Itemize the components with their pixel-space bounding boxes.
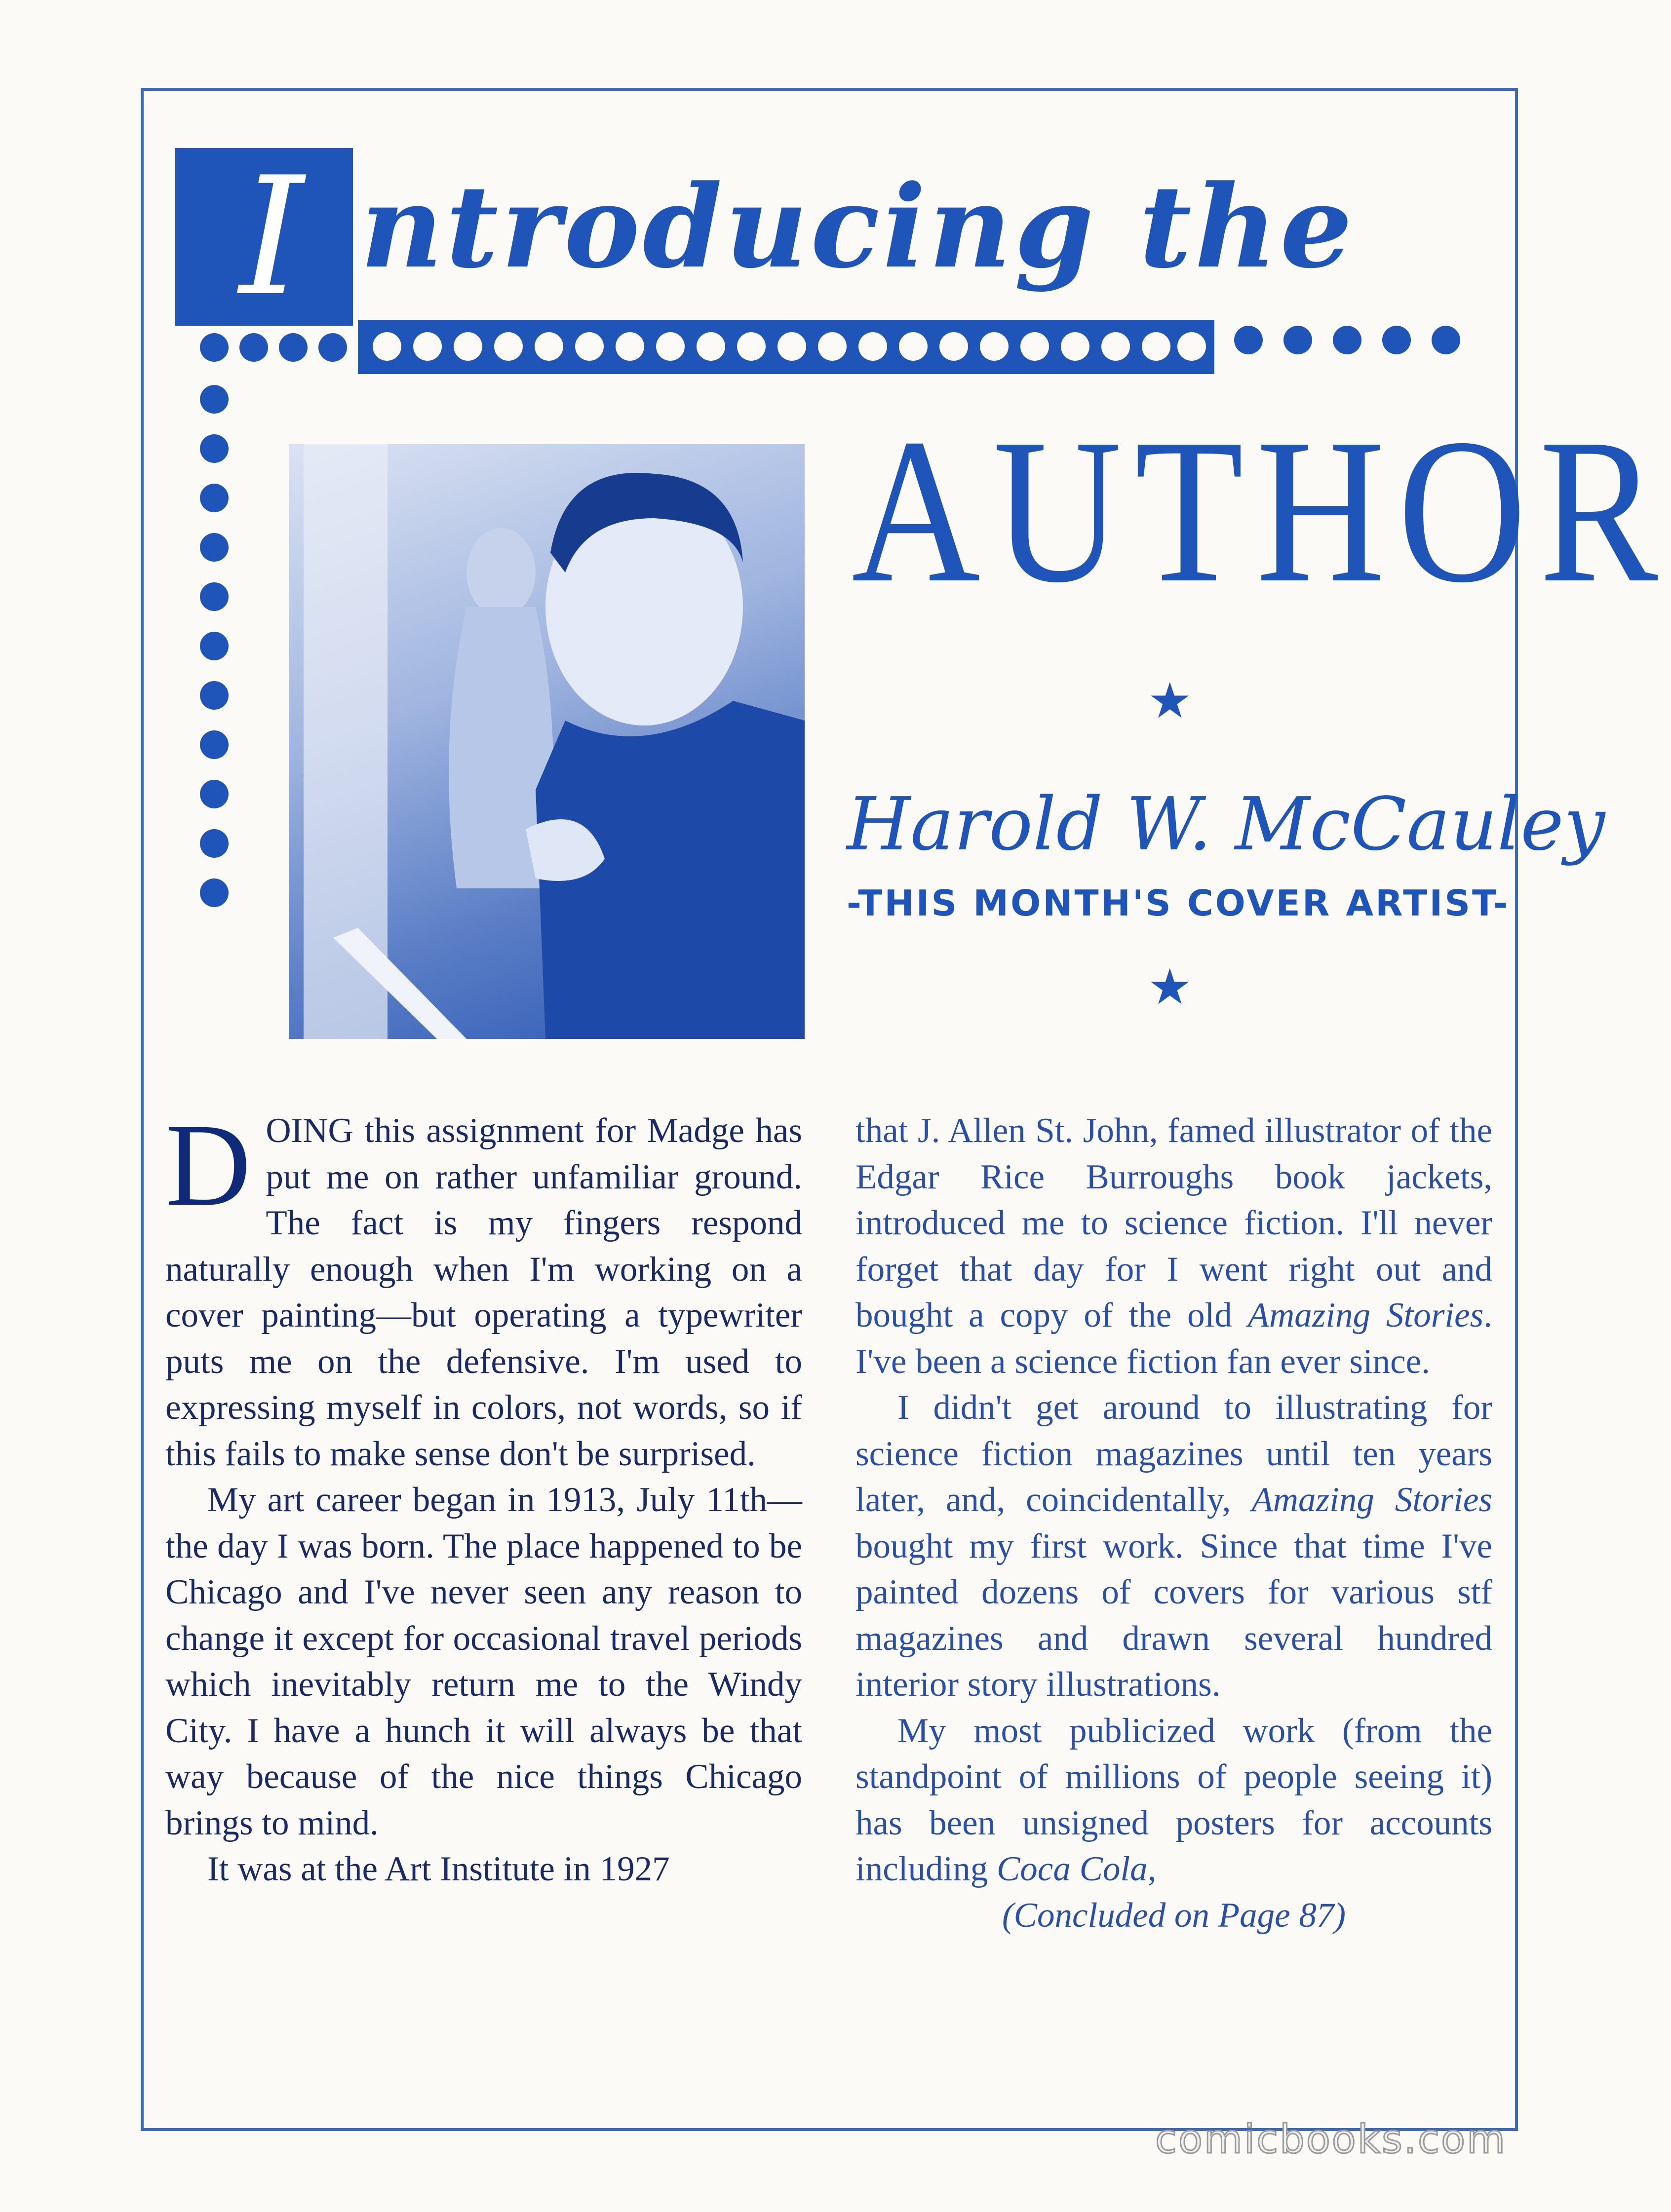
dot-ornament: [200, 780, 229, 808]
star-icon: ★: [1148, 672, 1192, 729]
dot-ornament: [318, 333, 347, 362]
paragraph: [855, 1108, 1492, 1385]
paragraph: [855, 1708, 1492, 1893]
paragraph-text: I didn't get around to illustrating for science fiction magazines until ten years later, and, coincidentally,: [855, 1388, 1492, 1519]
author-photo: [289, 444, 805, 1039]
dot-ornament: [1234, 326, 1263, 354]
dot-ornament: [200, 385, 229, 414]
article-column-right: [855, 1108, 1492, 1939]
artist-subtitle: -THIS MONTH'S COVER ARTIST-: [847, 882, 1510, 924]
paragraph: [165, 1099, 802, 1477]
dot-ornament: [200, 333, 229, 362]
paragraph-text: OING this assignment for Madge has put me on rather unfamiliar ground. The fact is my fingers respond naturally enough when I'm working on a cover painting—but operating a typewriter puts me on the defensive. I'm used to expressing myself in colors, not words, so if this fails to make sense don't be surprised.: [165, 1111, 802, 1473]
magazine-title: Amazing Stories: [1247, 1296, 1484, 1335]
article-column-left: [165, 1099, 802, 1893]
paragraph-text: . I've been a science fiction fan ever since.: [855, 1296, 1492, 1381]
dot-ornament: [200, 878, 229, 907]
watermark: comicbooks.com: [1155, 2116, 1507, 2162]
dot-ornament: [1333, 326, 1361, 354]
dot-ornament: [1432, 326, 1460, 354]
artist-name: Harold W. McCauley: [847, 782, 1605, 867]
star-icon: ★: [1148, 958, 1192, 1016]
paragraph-text: My most publicized work (from the standpoint of millions of people seeing it) has been unsigned posters for accounts including: [855, 1711, 1492, 1888]
dot-ornament: [239, 333, 268, 362]
brand-name: Coca Cola,: [996, 1850, 1157, 1888]
continued-note[interactable]: (Concluded on Page 87): [1002, 1896, 1346, 1935]
paragraph: [855, 1385, 1492, 1708]
author-heading: AUTHOR: [852, 396, 1671, 625]
title-initial: I: [239, 142, 304, 332]
dot-ornament: [200, 434, 229, 463]
magazine-title: Amazing Stories: [1251, 1481, 1492, 1519]
paragraph-text: that J. Allen St. John, famed illustrator of the Edgar Rice Burroughs book jackets, introduced me to science fiction. I'll never forget that day for I went right out and bought a copy of the old: [855, 1111, 1492, 1335]
dot-ornament: [200, 632, 229, 660]
paragraph: My art career began in 1913, July 11th—the day I was born. The place happened to be Chicago and I've never seen any reason to change it except for occasional travel periods which inevitably return me to the Windy City. I have a hunch it will always be that way because of the nice things Chicago brings to mind.: [165, 1481, 802, 1842]
paragraph-text: bought my first work. Since that time I've painted dozens of covers for various stf magazines and drawn several hundred interior story illustrations.: [855, 1526, 1492, 1704]
dot-ornament: [200, 533, 229, 562]
dot-ornament: [200, 681, 229, 710]
drop-cap: D: [165, 1099, 251, 1230]
dot-ornament: [1283, 326, 1312, 354]
paragraph: It was at the Art Institute in 1927: [207, 1850, 670, 1888]
dot-ornament: [200, 730, 229, 759]
dot-ornament: [200, 582, 229, 611]
dot-ornament: [1382, 326, 1411, 354]
dot-ornament: [200, 484, 229, 512]
dot-ornament: [279, 333, 308, 362]
dotted-band: [358, 320, 1214, 374]
portrait-photo-icon: [289, 444, 805, 1039]
dot-ornament: [200, 829, 229, 858]
title-text: ntroducing the: [360, 160, 1356, 294]
